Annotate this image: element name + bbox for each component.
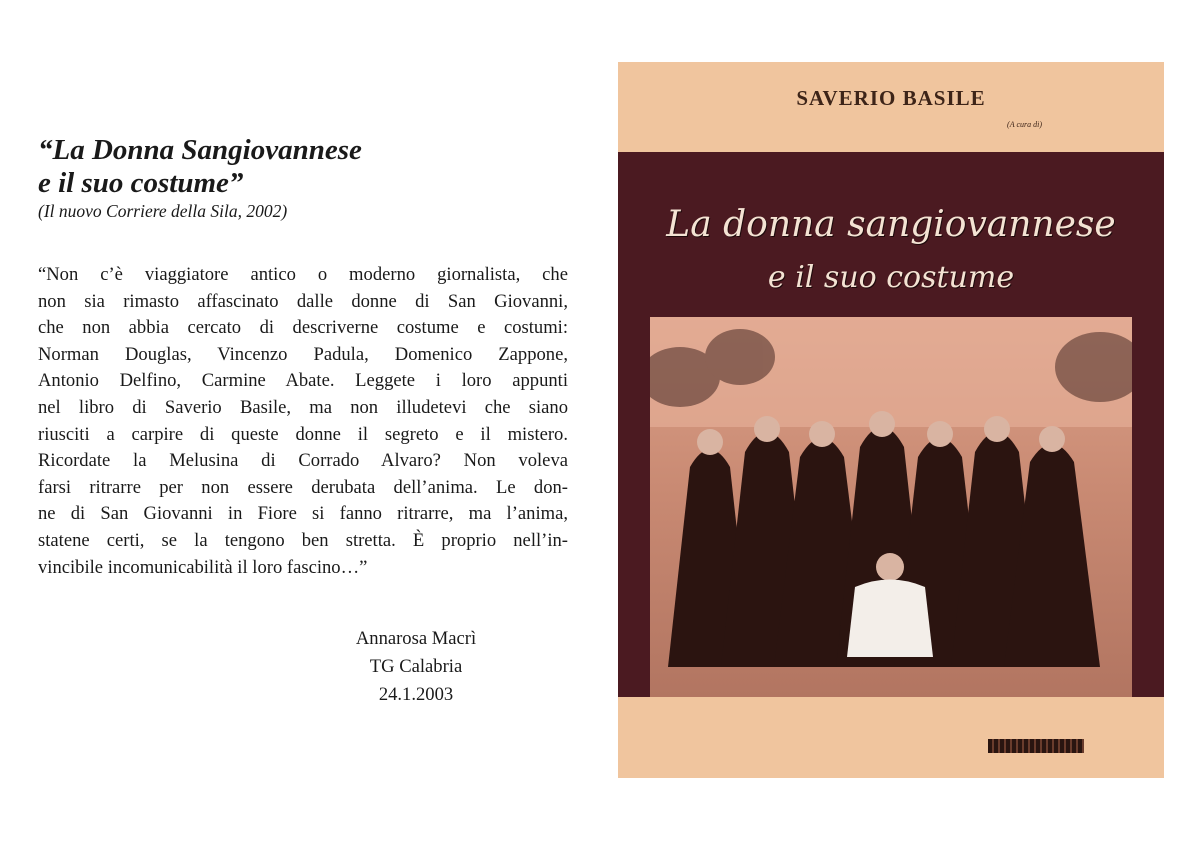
article-subtitle: (Il nuovo Corriere della Sila, 2002)	[38, 201, 288, 221]
signature-name: Annarosa Macrì	[355, 628, 477, 649]
cover-title-line-2: e il suo costume	[767, 260, 1015, 295]
cover-title-panel	[618, 152, 1164, 697]
quote-line: Antonio Delfino, Carmine Abate. Leggete i loro appunti	[38, 370, 568, 392]
quote-line: nel libro di Saverio Basile, ma non illudetevi che siano	[38, 396, 568, 418]
quote-line: Norman Douglas, Vincenzo Padula, Domenico Zappone,	[38, 343, 568, 365]
review-quote	[38, 262, 568, 581]
quote-line: ne di San Giovanni in Fiore si fanno ritrarre, ma l’anima,	[38, 503, 568, 525]
publisher-logo	[988, 739, 1084, 753]
book-cover	[618, 62, 1164, 778]
article-title-line-2: e il suo costume”	[38, 167, 244, 199]
quote-line: che non abbia cercato di descriverne costume e costumi:	[38, 317, 568, 339]
cover-author: SAVERIO BASILE	[796, 86, 986, 110]
signature-outlet: TG Calabria	[369, 656, 463, 677]
cover-photo	[650, 317, 1132, 697]
signature-date: 24.1.2003	[378, 684, 454, 705]
quote-line: non sia rimasto affascinato dalle donne di San Giovanni,	[38, 290, 568, 312]
article-title	[38, 134, 568, 200]
quote-line: “Non c’è viaggiatore antico o moderno giornalista, che	[38, 264, 568, 285]
article-text-block	[38, 134, 568, 581]
quote-line: vincibile incomunicabilità il loro fascino…”	[38, 556, 368, 578]
quote-line: farsi ritrarre per non essere derubata dell’anima. Le don-	[38, 476, 568, 498]
quote-line: statene certi, se la tengono ben stretta. È proprio nell’in-	[38, 529, 568, 551]
cover-title-line-1: La donna sangiovannese	[666, 204, 1116, 245]
cover-curated-note: (A cura di)	[1007, 120, 1042, 129]
quote-line: Ricordate la Melusina di Corrado Alvaro? Non voleva	[38, 450, 568, 472]
article-title-line-1: “La Donna Sangiovannese	[38, 134, 362, 166]
group-photo-illustration	[650, 317, 1132, 697]
quote-line: riusciti a carpire di queste donne il segreto e il mistero.	[38, 423, 568, 445]
